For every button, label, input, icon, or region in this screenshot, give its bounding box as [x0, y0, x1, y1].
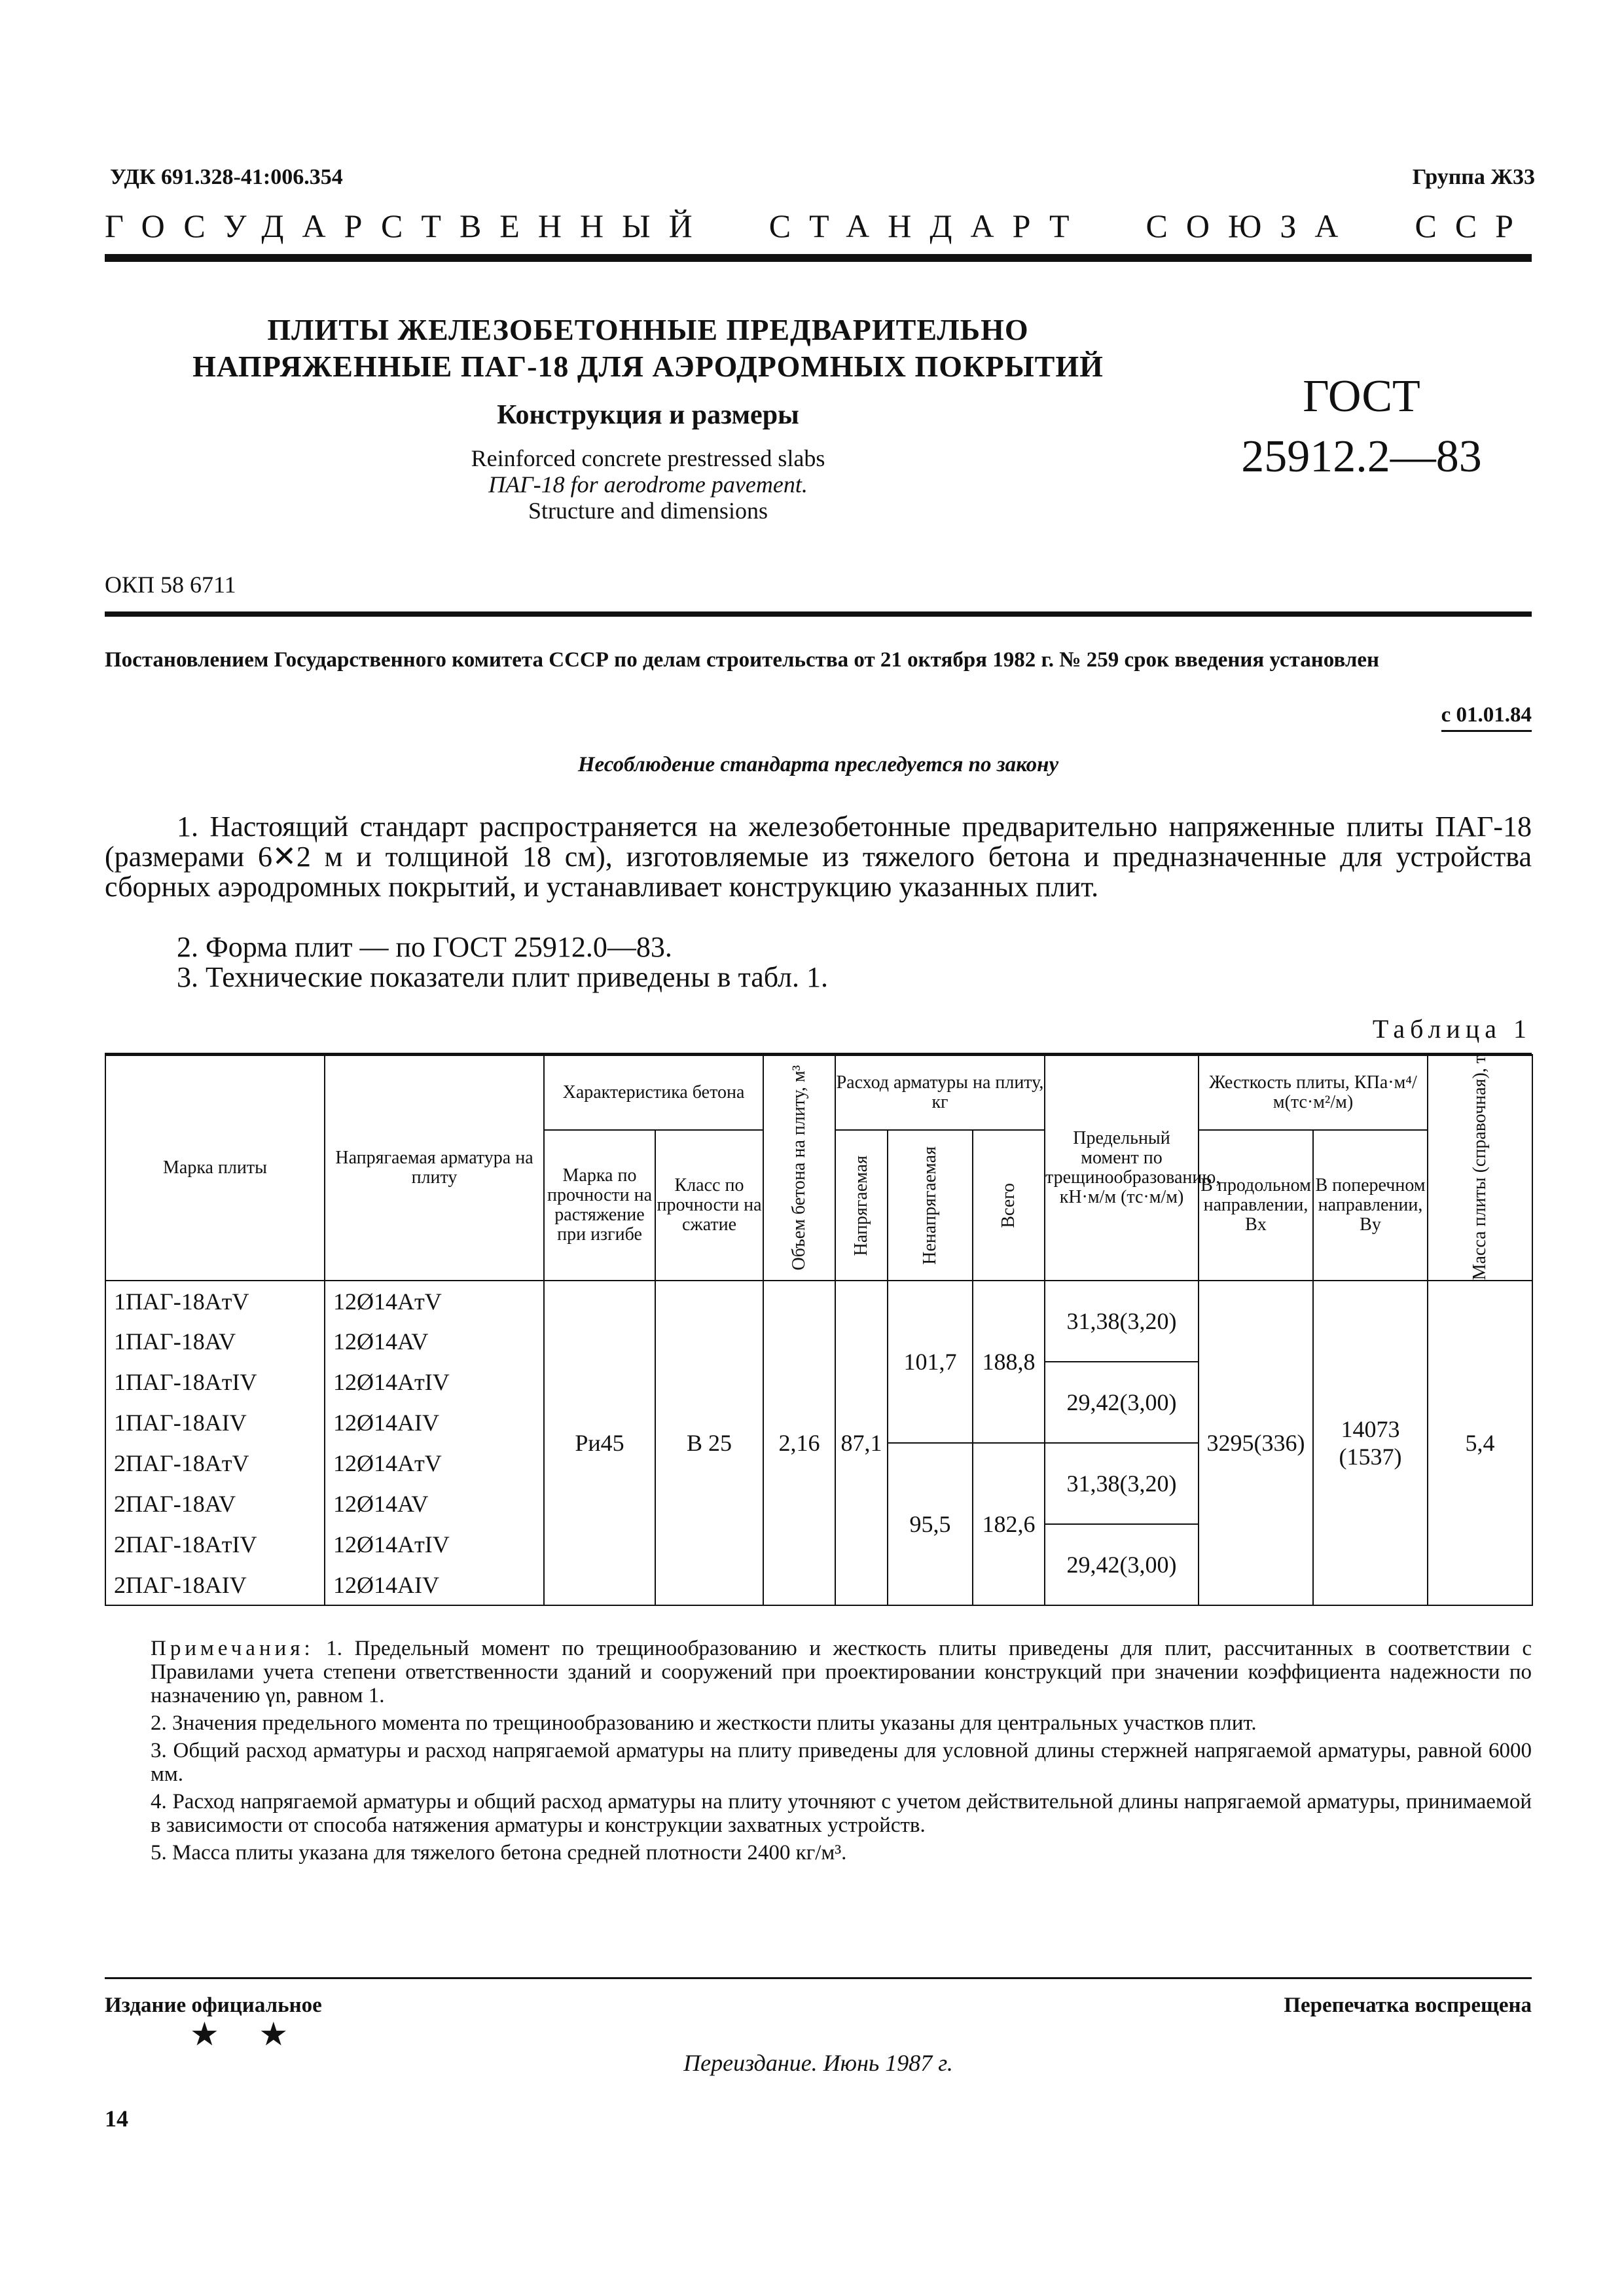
- cell-armature: 12Ø14AтIV: [325, 1524, 544, 1565]
- cell-moment: 29,42(3,00): [1045, 1524, 1199, 1605]
- header-stressed-text: Напрягаемая: [851, 1155, 871, 1256]
- header-unstressed-text: Ненапрягаемая: [920, 1146, 940, 1265]
- group-code: Группа Ж33: [1412, 165, 1535, 189]
- document-title: [157, 312, 1139, 385]
- cell-unstressed: 95,5: [888, 1443, 973, 1605]
- header-stiff-y: В поперечном направлении, By: [1313, 1130, 1428, 1281]
- banner-word: СОЮЗА: [1146, 208, 1357, 244]
- banner-word: ССР: [1415, 208, 1532, 244]
- standard-banner: [105, 207, 1532, 245]
- banner-word: СТАНДАРТ: [768, 208, 1088, 244]
- cell-armature: 12Ø14AIV: [325, 1402, 544, 1443]
- header-stiffness: Жесткость плиты, КПа·м⁴/м(тс·м²/м): [1199, 1055, 1428, 1130]
- header-rebar: Расход арматуры на плиту, кг: [835, 1055, 1045, 1130]
- paragraph-2: [105, 932, 1532, 962]
- header-total-text: Всего: [998, 1182, 1019, 1228]
- cell-mark: 2ПАГ-18AтV: [105, 1443, 325, 1484]
- cell-stiff-y: 14073 (1537): [1313, 1281, 1428, 1605]
- decree-text: Постановлением Государственного комитета СССР по делам строительства от 21 октября 1982 г. № 259 срок введения установлен: [105, 648, 1380, 672]
- english-title: [157, 445, 1139, 524]
- cell-armature: 12Ø14AтV: [325, 1281, 544, 1321]
- decree-date: с 01.01.84: [1441, 703, 1532, 732]
- reissue-note: Переиздание. Июнь 1987 г.: [683, 2050, 953, 2076]
- cell-armature: 12Ø14AтV: [325, 1443, 544, 1484]
- note-item: [151, 1637, 1532, 1707]
- cell-mark: 2ПАГ-18AV: [105, 1484, 325, 1524]
- header-unstressed: [888, 1130, 973, 1281]
- note-item: 3. Общий расход арматуры и расход напрягаемой арматуры на плиту приведены для условной длины стержней напрягаемой арматуры, равной 6000 мм.: [151, 1739, 1532, 1786]
- cell-mark: 1ПАГ-18AтV: [105, 1281, 325, 1321]
- cell-bend-strength: Pи45: [544, 1281, 655, 1605]
- header-mass: [1428, 1055, 1532, 1281]
- header-rule: [105, 254, 1532, 262]
- document-subtitle: Конструкция и размеры: [497, 400, 799, 430]
- cell-moment: 29,42(3,00): [1045, 1362, 1199, 1443]
- title-line: НАПРЯЖЕННЫЕ ПАГ-18 ДЛЯ АЭРОДРОМНЫХ ПОКРЫТИЙ: [192, 350, 1104, 383]
- law-notice: Несоблюдение стандарта преследуется по закону: [577, 753, 1059, 776]
- cell-moment: 31,38(3,20): [1045, 1443, 1199, 1524]
- header-stiff-x: В продольном направлении, Bx: [1199, 1130, 1313, 1281]
- cell-volume: 2,16: [763, 1281, 835, 1605]
- note-item: 5. Масса плиты указана для тяжелого бетона средней плотности 2400 кг/м³.: [151, 1841, 847, 1865]
- cell-armature: 12Ø14AV: [325, 1484, 544, 1524]
- header-compress-class: Класс по прочности на сжатие: [655, 1130, 763, 1281]
- paragraph-text: 2. Форма плит — по ГОСТ 25912.0—83.: [177, 931, 672, 963]
- header-stressed: [835, 1130, 888, 1281]
- cell-mark: 2ПАГ-18AтIV: [105, 1524, 325, 1565]
- paragraph-1: [105, 812, 1532, 902]
- english-title-line: Structure and dimensions: [528, 498, 768, 524]
- gost-number: 25912.2—83: [1241, 431, 1482, 482]
- cell-moment: 31,38(3,20): [1045, 1281, 1199, 1362]
- official-edition: Издание официальное: [105, 1994, 322, 2017]
- header-mark: Марка плиты: [105, 1055, 325, 1281]
- cell-mark: 2ПАГ-18AIV: [105, 1565, 325, 1605]
- table-row: [105, 1281, 1532, 1321]
- cell-total: 182,6: [973, 1443, 1045, 1605]
- banner-word: ГОСУДАРСТВЕННЫЙ: [105, 208, 711, 244]
- paragraph-3: [105, 962, 1532, 993]
- english-title-line: ПАГ-18 for aerodrome pavement.: [488, 471, 808, 498]
- page-number: 14: [105, 2105, 128, 2132]
- cell-armature: 12Ø14AтIV: [325, 1362, 544, 1402]
- cell-stressed: 87,1: [835, 1281, 888, 1605]
- udk-code: УДК 691.328-41:006.354: [110, 165, 343, 189]
- gost-designation: [1178, 367, 1545, 487]
- header-armature: Напрягаемая арматура на плиту: [325, 1055, 544, 1281]
- paragraph-text: 1. Настоящий стандарт распространяется на железобетонные предварительно напряженные плиты ПАГ-18 (размерами 6✕2 м и толщиной 18 см), изготовляемые из тяжелого бетона и предназначенные для устройства сборных аэродромных покрытий, и устанавливает конструкцию указанных плит.: [105, 811, 1532, 903]
- title-line: ПЛИТЫ ЖЕЛЕЗОБЕТОННЫЕ ПРЕДВАРИТЕЛЬНО: [267, 313, 1029, 346]
- cell-mass: 5,4: [1428, 1281, 1532, 1605]
- section-rule: [105, 611, 1532, 617]
- notes-heading: Примечания:: [151, 1637, 314, 1660]
- cell-compress-class: B 25: [655, 1281, 763, 1605]
- english-title-line: Reinforced concrete prestressed slabs: [471, 445, 825, 471]
- header-volume-text: Объем бетона на плиту, м³: [789, 1065, 809, 1271]
- note-item: 2. Значения предельного момента по трещинообразованию и жесткости плиты указаны для центральных участков плит.: [151, 1711, 1257, 1735]
- header-total: [973, 1130, 1045, 1281]
- header-concrete: Характеристика бетона: [544, 1055, 763, 1130]
- cell-stiff-x: 3295(336): [1199, 1281, 1313, 1605]
- cell-unstressed: 101,7: [888, 1281, 973, 1443]
- technical-table: [105, 1054, 1533, 1606]
- note-text: 1. Предельный момент по трещинообразованию и жесткость плиты приведены для плит, рассчитанных в соответствии с Правилами учета степени ответственности зданий и сооружений при проектировании конструкций при значении коэффициента надежности по назначению γn, равном 1.: [151, 1637, 1532, 1707]
- cell-total: 188,8: [973, 1281, 1045, 1443]
- note-item: 4. Расход напрягаемой арматуры и общий расход арматуры на плиту уточняют с учетом действительной длины напрягаемой арматуры, принимаемой в зависимости от способа натяжения арматуры и конструкции захватных устройств.: [151, 1790, 1532, 1837]
- table-caption: Таблица 1: [1372, 1014, 1532, 1044]
- table-notes: [151, 1637, 1532, 1868]
- okp-code: ОКП 58 6711: [105, 572, 236, 598]
- footer-rule: [105, 1977, 1532, 1979]
- header-bend-strength: Марка по прочности на растяжение при изгибе: [544, 1130, 655, 1281]
- paragraph-text: 3. Технические показатели плит приведены в табл. 1.: [177, 961, 828, 993]
- cell-mark: 1ПАГ-18AIV: [105, 1402, 325, 1443]
- cell-mark: 1ПАГ-18AV: [105, 1321, 325, 1362]
- cell-mark: 1ПАГ-18AтIV: [105, 1362, 325, 1402]
- cell-armature: 12Ø14AV: [325, 1321, 544, 1362]
- header-mass-text: Масса плиты (справочная), т: [1470, 1055, 1490, 1281]
- gost-label: ГОСТ: [1303, 371, 1420, 422]
- reprint-notice: Перепечатка воспрещена: [1284, 1994, 1532, 2017]
- cell-armature: 12Ø14AIV: [325, 1565, 544, 1605]
- header-moment: Предельный момент по трещинообразованию, кН·м/м (тс·м/м): [1045, 1055, 1199, 1281]
- header-volume: [763, 1055, 835, 1281]
- stars-mark: ★ ★: [190, 2016, 304, 2052]
